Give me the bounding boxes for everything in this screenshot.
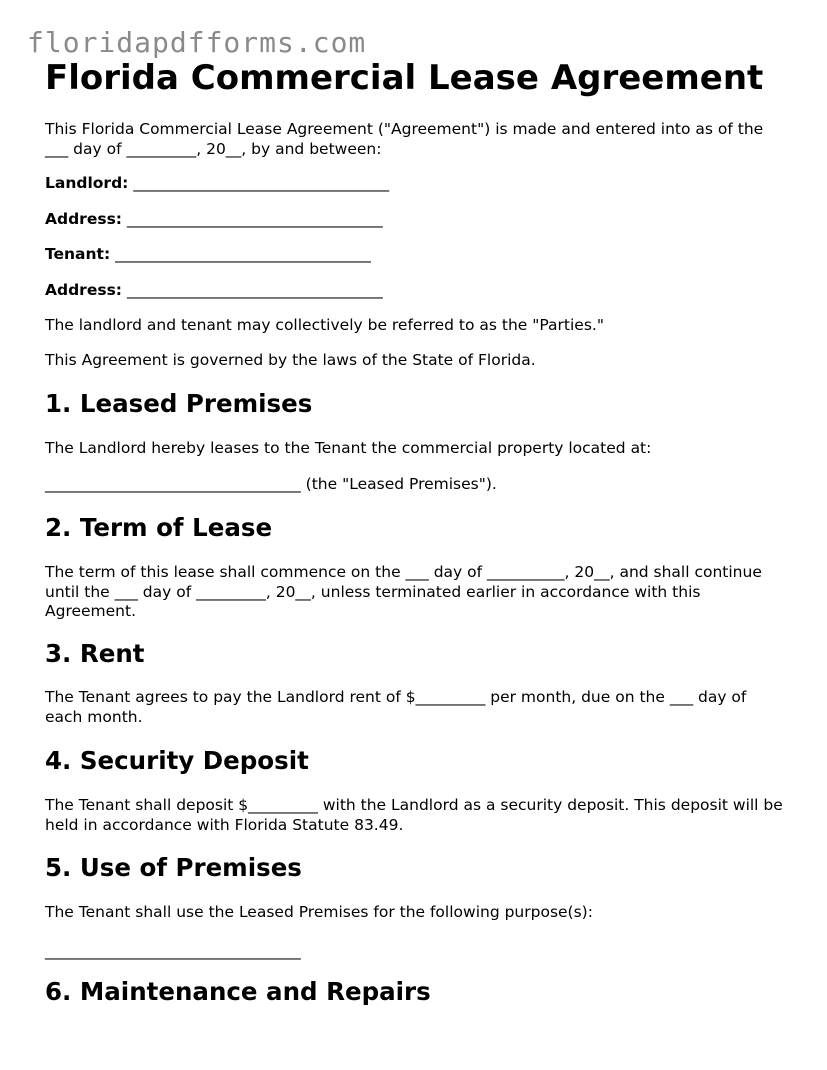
leased-premises-blank: _________________________________ (the "Leased Premises"). — [45, 475, 497, 493]
field-label: Address: — [45, 281, 122, 299]
tenant-blank: _________________________________ — [115, 245, 371, 263]
tenant-address-blank: _________________________________ — [126, 281, 383, 299]
section-text-leased-premises: The Landlord hereby leases to the Tenant the commercial property located at: — [45, 439, 652, 457]
section-heading-leased-premises: 1. Leased Premises — [45, 389, 313, 418]
section-text-rent: The Tenant agrees to pay the Landlord rent of $_________ per month, due on the ___ day of each month. — [45, 688, 747, 726]
section-text-security-deposit: The Tenant shall deposit $_________ with the Landlord as a security deposit. This deposit will be held in accordance with Florida Statute 83.49. — [45, 796, 783, 834]
site-watermark: floridapdfforms.com — [27, 26, 367, 59]
landlord-blank: _________________________________ — [133, 174, 390, 192]
intro-paragraph: This Florida Commercial Lease Agreement ("Agreement") is made and entered into as of the ___ day of _________, 20__, by and between: — [45, 120, 764, 158]
section-heading-rent: 3. Rent — [45, 639, 145, 668]
section-heading-term: 2. Term of Lease — [45, 513, 273, 542]
tenant-field — [45, 245, 785, 265]
landlord-address-field — [45, 210, 785, 230]
use-of-premises-blank: _________________________________ — [45, 942, 301, 960]
tenant-address-field — [45, 281, 785, 301]
landlord-address-blank: _________________________________ — [126, 210, 383, 228]
section-heading-security-deposit: 4. Security Deposit — [45, 746, 309, 775]
field-label: Tenant: — [45, 245, 111, 263]
section-heading-use-of-premises: 5. Use of Premises — [45, 853, 302, 882]
section-text-term: The term of this lease shall commence on the ___ day of __________, 20__, and shall continue until the ___ day of _________, 20__, unless terminated earlier in accordance with this Agreement. — [45, 563, 762, 620]
governing-law: This Agreement is governed by the laws of the State of Florida. — [45, 351, 536, 369]
field-label: Address: — [45, 210, 122, 228]
landlord-field — [45, 174, 785, 194]
section-heading-maintenance: 6. Maintenance and Repairs — [45, 977, 431, 1006]
section-text-use-of-premises: The Tenant shall use the Leased Premises for the following purpose(s): — [45, 903, 593, 921]
document-title: Florida Commercial Lease Agreement — [45, 58, 764, 98]
field-label: Landlord: — [45, 174, 129, 192]
parties-note: The landlord and tenant may collectively be referred to as the "Parties." — [45, 316, 604, 334]
